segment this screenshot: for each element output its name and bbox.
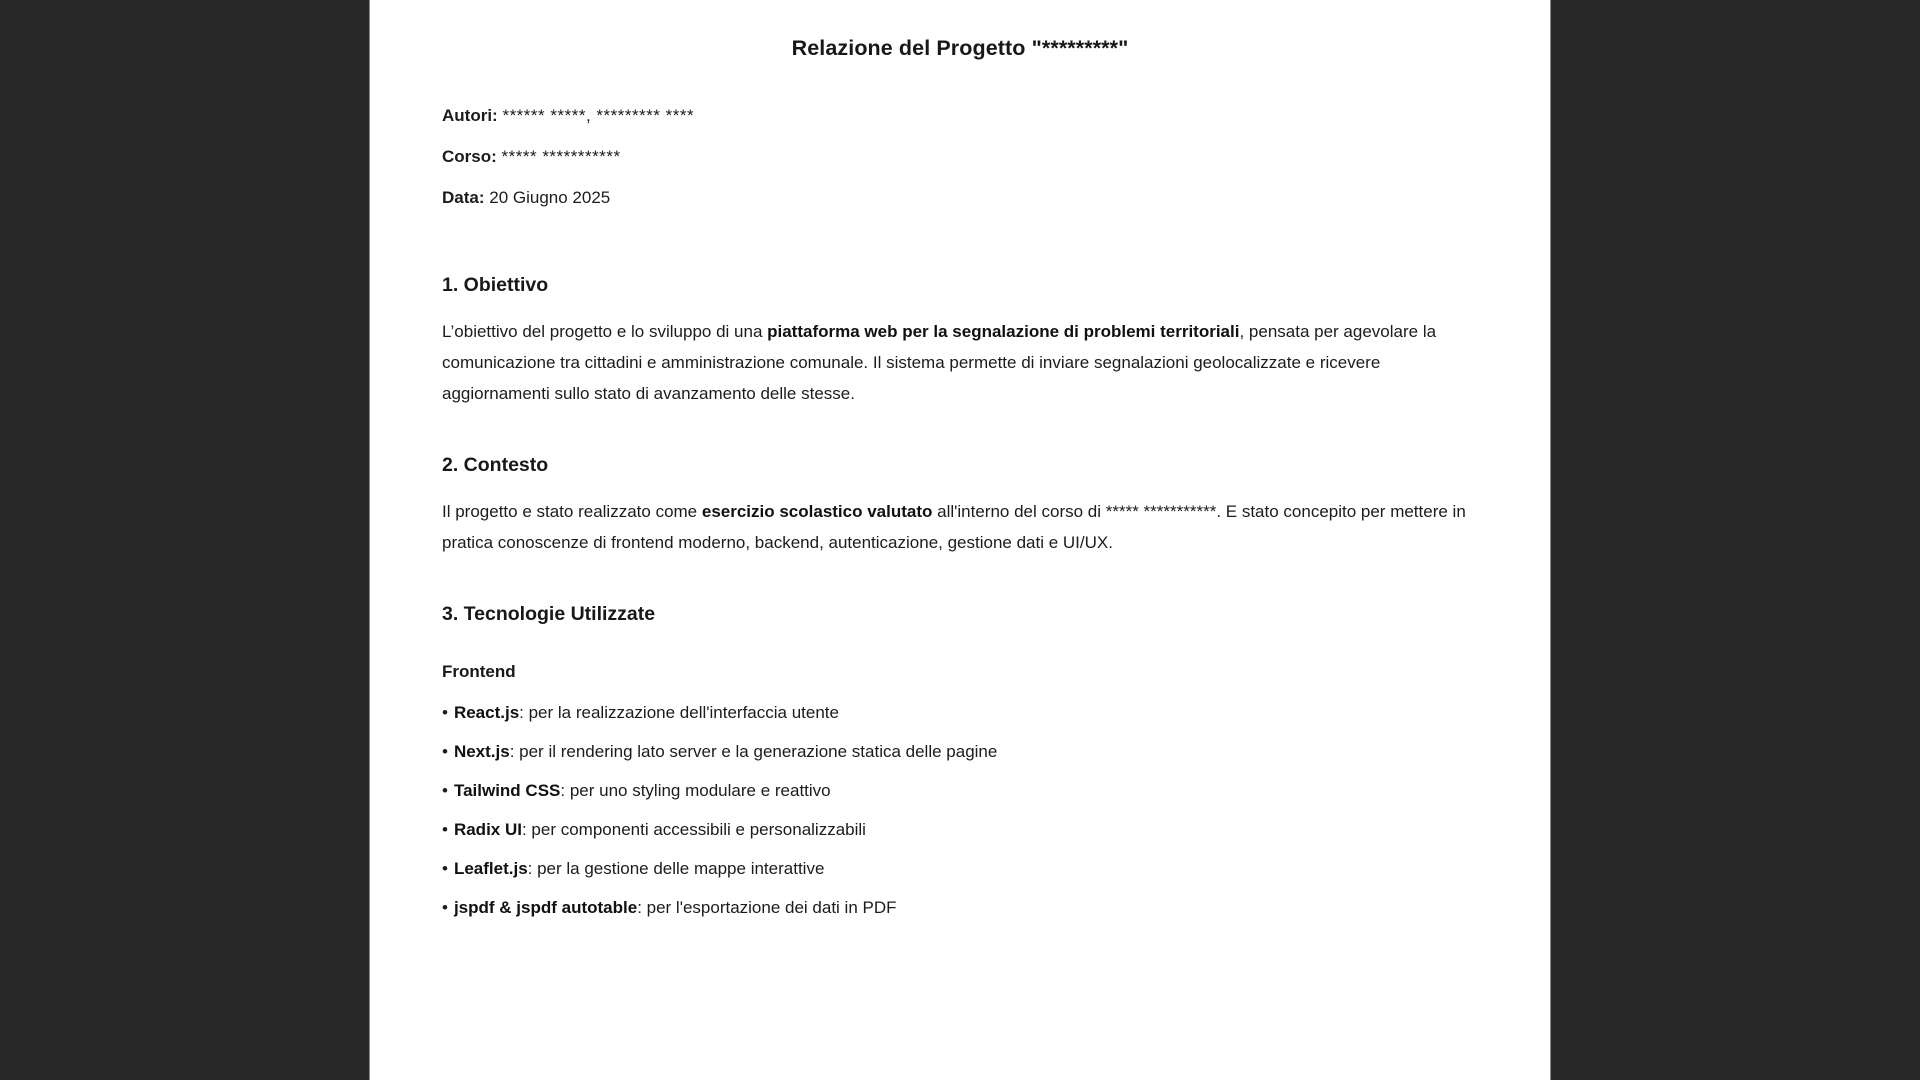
list-item-term: jspdf & jspdf autotable xyxy=(453,897,638,917)
page-title: Relazione del Progetto "*********" xyxy=(791,36,1129,60)
body-text: L’obiettivo del progetto e lo sviluppo di una xyxy=(442,322,768,341)
frontend-tech-list xyxy=(442,682,1478,916)
section-paragraph-1 xyxy=(442,297,1478,410)
section-contesto xyxy=(442,410,1478,559)
section-heading-2: 2. Contesto xyxy=(442,453,549,476)
list-item xyxy=(442,899,1478,916)
emphasis-text: esercizio scolastico valutato xyxy=(701,501,933,521)
list-item-description: : per componenti accessibili e personalizzabili xyxy=(521,819,866,839)
bullet-icon: • xyxy=(442,741,448,761)
list-item-description: : per il rendering lato server e la generazione statica delle pagine xyxy=(509,741,998,761)
list-item xyxy=(442,743,1478,760)
body-text: , pensata per agevolare la comunicazione tra cittadini e amministrazione comunale. Il sistema permette di inviare segnalazioni geolocalizzate e ricevere aggiornamenti sullo stato di avanzamento delle stesse. xyxy=(442,322,1437,403)
section-heading-1: 1. Obiettivo xyxy=(442,274,549,296)
list-item-term: Tailwind CSS xyxy=(453,780,561,800)
list-item-description: : per la realizzazione dell'interfaccia utente xyxy=(519,702,839,722)
meta-value-autori: ****** *****, ********* **** xyxy=(502,106,695,125)
meta-value-corso: ***** *********** xyxy=(501,147,621,166)
meta-label-data: Data: xyxy=(442,188,485,207)
meta-line-corso xyxy=(442,148,1478,165)
section-paragraph-2 xyxy=(442,477,1478,559)
document-metadata xyxy=(442,107,1478,206)
subsection-heading-frontend: Frontend xyxy=(442,661,516,681)
meta-line-autori xyxy=(442,107,1478,124)
bullet-icon: • xyxy=(442,702,448,722)
section-heading-3: 3. Tecnologie Utilizzate xyxy=(442,602,656,625)
list-item xyxy=(442,821,1478,838)
list-item xyxy=(442,704,1478,721)
emphasis-text: piattaforma web per la segnalazione di problemi territoriali xyxy=(767,322,1240,341)
bullet-icon: • xyxy=(442,780,448,800)
section-obiettivo xyxy=(442,230,1478,410)
meta-label-autori: Autori: xyxy=(442,106,498,125)
bullet-icon: • xyxy=(442,858,448,878)
list-item xyxy=(442,860,1478,877)
body-text: Il progetto e stato realizzato come xyxy=(442,501,702,521)
body-text: all'interno del corso di ***** ***********. E stato concepito per mettere in pratica conoscenze di frontend moderno, backend, autenticazione, gestione dati e UI/UX. xyxy=(442,501,1466,552)
list-item-description: : per uno styling modulare e reattivo xyxy=(560,780,831,800)
list-item-term: React.js xyxy=(453,702,520,722)
section-tecnologie xyxy=(442,559,1478,916)
bullet-icon: • xyxy=(442,897,448,917)
list-item-description: : per la gestione delle mappe interattive xyxy=(527,858,825,878)
list-item xyxy=(442,782,1478,799)
meta-label-corso: Corso: xyxy=(442,147,497,166)
document-page xyxy=(370,0,1550,1080)
meta-value-data: 20 Giugno 2025 xyxy=(489,188,611,207)
meta-line-data xyxy=(442,189,1478,206)
bullet-icon: • xyxy=(442,819,448,839)
list-item-description: : per l'esportazione dei dati in PDF xyxy=(637,897,897,917)
list-item-term: Leaflet.js xyxy=(453,858,528,878)
list-item-term: Next.js xyxy=(453,741,510,761)
list-item-term: Radix UI xyxy=(453,819,522,839)
